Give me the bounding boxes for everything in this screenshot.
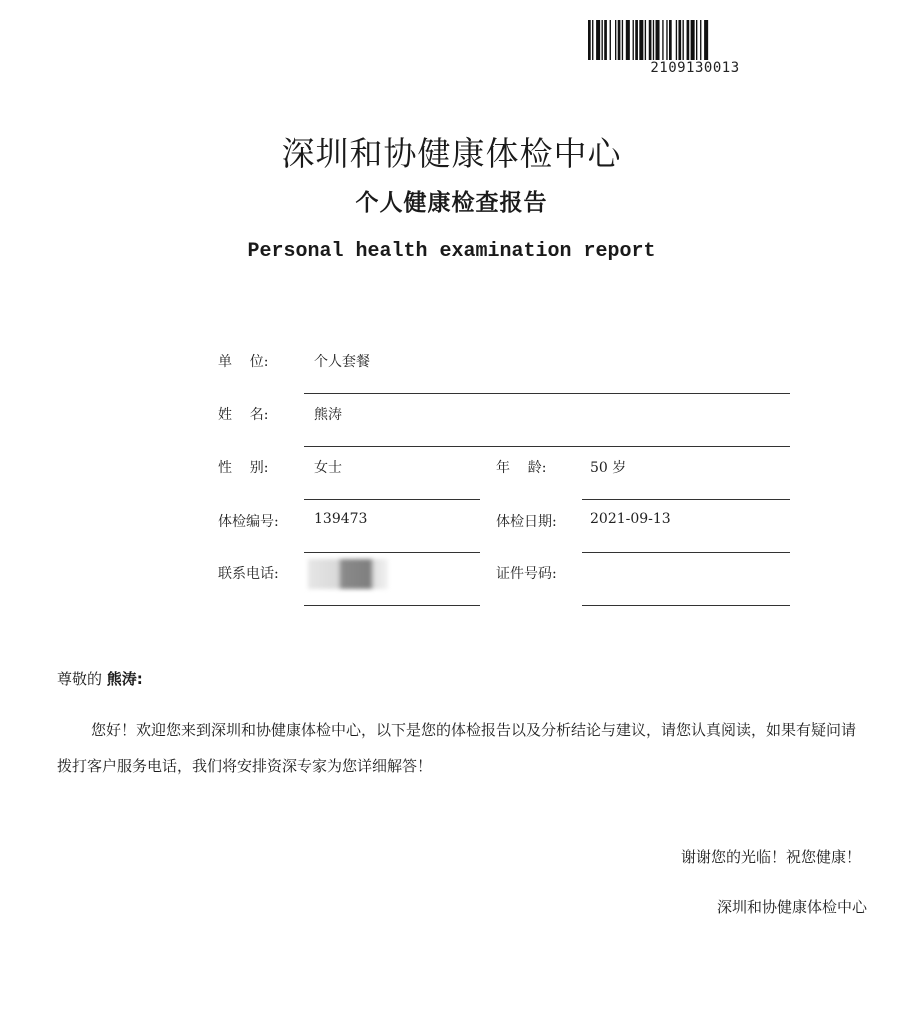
phone-underline (304, 605, 480, 606)
report-title: 个人健康检查报告 (355, 190, 548, 216)
unit-value: 个人套餐 (314, 354, 370, 370)
gender-underline (304, 499, 480, 500)
gender-value: 女士 (314, 460, 342, 476)
greeting-prefix: 尊敬的 (57, 670, 107, 688)
exam-number-value: 139473 (314, 511, 368, 527)
name-underline (304, 446, 790, 447)
age-label: 年 龄: (496, 460, 547, 476)
signature-line: 深圳和协健康体检中心 (716, 898, 867, 916)
age-value: 50 岁 (590, 460, 627, 476)
exam-number-label: 体检编号: (218, 514, 279, 530)
exam-number-underline (304, 552, 480, 553)
name-label: 姓 名: (218, 407, 269, 423)
exam-date-label: 体检日期: (496, 514, 557, 530)
age-underline (582, 499, 790, 500)
barcode-number: 2109130013 (650, 60, 740, 76)
thanks-line: 谢谢您的光临！祝您健康！ (680, 848, 861, 866)
report-title-english: Personal health examination report (247, 240, 656, 263)
greeting (57, 668, 143, 689)
barcode-image (588, 20, 802, 60)
id-number-label: 证件号码: (496, 566, 557, 582)
unit-label: 单 位: (218, 354, 269, 370)
gender-label: 性 别: (218, 460, 269, 476)
exam-date-value: 2021-09-13 (590, 511, 671, 527)
unit-underline (304, 393, 790, 394)
exam-date-underline (582, 552, 790, 553)
name-value: 熊涛 (314, 407, 342, 423)
welcome-paragraph: 您好！欢迎您来到深圳和协健康体检中心，以下是您的体检报告以及分析结论与建议，请您认真阅读，如果有疑问请拨打客户服务电话，我们将安排资深专家为您详细解答！ (57, 721, 857, 775)
id-number-underline (582, 605, 790, 606)
phone-label: 联系电话: (218, 566, 279, 582)
phone-redacted-blur (308, 559, 388, 589)
center-title: 深圳和协健康体检中心 (281, 134, 622, 173)
greeting-name: 熊涛: (106, 670, 143, 688)
